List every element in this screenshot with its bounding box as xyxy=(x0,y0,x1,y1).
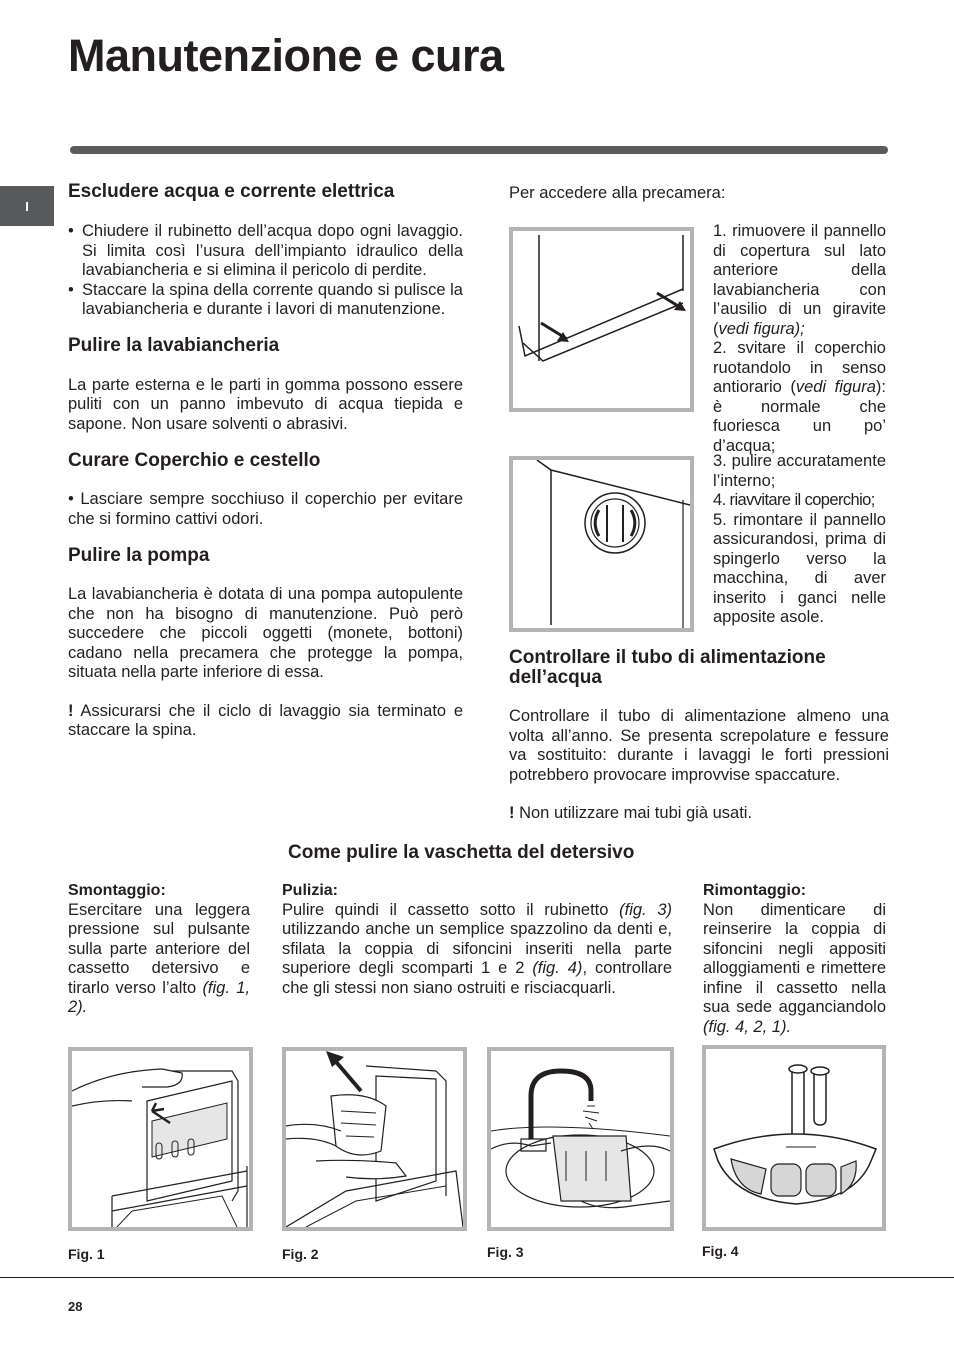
step-1-fig-ref: vedi figura); xyxy=(718,319,805,338)
language-tab: I xyxy=(0,186,54,226)
footer-divider xyxy=(0,1277,954,1278)
section-heading-vaschetta: Come pulire la vaschetta del detersivo xyxy=(288,842,635,863)
pulizia-block xyxy=(282,881,672,998)
pulizia-body-a: Pulire quindi il cassetto sotto il rubinetto xyxy=(282,900,620,919)
fig-4-illustration xyxy=(706,1049,882,1227)
figure-2 xyxy=(282,1047,467,1231)
warning-tubo xyxy=(509,804,889,824)
steps-3-5 xyxy=(713,452,886,628)
section-text-pulire-lavabiancheria: La parte esterna e le parti in gomma possono essere puliti con un panno imbevuto di acqua tiepida e sapone. Non usare solventi o abrasivi. xyxy=(68,375,463,433)
page-title: Manutenzione e cura xyxy=(68,30,504,81)
rimontaggio-text xyxy=(703,901,886,1038)
warning-mark: ! xyxy=(509,804,515,822)
section-heading-coperchio: Curare Coperchio e cestello xyxy=(68,450,321,471)
step-2-fig-ref: vedi figura xyxy=(795,378,876,396)
step-1-text: 1. rimuovere il pannello di copertura sul lato anteriore della lavabiancheria con l’ausilio di un giravite ( xyxy=(713,222,886,338)
smontaggio-text xyxy=(68,901,250,1018)
fig-1-illustration xyxy=(72,1051,249,1227)
step-1 xyxy=(713,222,886,339)
rimontaggio-body: Non dimenticare di reinserire la coppia di sifoncini negli appositi alloggiamenti e rimettere infine il cassetto nella sua sede agganciandolo xyxy=(703,900,886,1016)
smontaggio-body: Esercitare una leggera pressione sul pulsante sulla parte anteriore del cassetto detersivo e tirarlo verso l’alto xyxy=(68,900,250,997)
left-column xyxy=(68,182,463,741)
pulizia-fig-ref-1: (fig. 3) xyxy=(619,900,673,919)
figure-4 xyxy=(702,1045,886,1231)
section-heading-pompa: Pulire la pompa xyxy=(68,545,210,566)
warning-mark: ! xyxy=(68,701,74,720)
warning-pompa xyxy=(68,702,463,741)
figure-1 xyxy=(68,1047,253,1231)
fig-1-label: Fig. 1 xyxy=(68,1246,105,1262)
step-2-text-end: ): è normale che fuoriesca un po’ d’acqua; xyxy=(713,378,886,455)
section-text-coperchio: • Lasciare sempre socchiuso il coperchio per evitare che si formino cattivi odori. xyxy=(68,490,463,528)
warning-text: Assicurarsi che il ciclo di lavaggio sia terminato e staccare la spina. xyxy=(68,701,463,739)
figure-3 xyxy=(487,1047,674,1231)
fig-3-label: Fig. 3 xyxy=(487,1244,524,1260)
warning-text: Non utilizzare mai tubi già usati. xyxy=(519,804,753,822)
pulizia-text xyxy=(282,901,672,999)
step-5: 5. rimontare il pannello assicurandosi, prima di spingerlo verso la macchina, di aver inserito i ganci nelle apposite asole. xyxy=(713,510,886,626)
fig-3-illustration xyxy=(491,1051,670,1227)
pulizia-body-c: , controllare che gli stessi non siano ostruiti e risciacquarli. xyxy=(282,959,672,997)
pulizia-heading: Pulizia: xyxy=(282,882,339,899)
bullet-spina xyxy=(68,281,463,320)
fig-4-label: Fig. 4 xyxy=(702,1243,739,1259)
rimontaggio-block xyxy=(703,881,886,1037)
section-text-tubo: Controllare il tubo di alimentazione almeno una volta all’anno. Se presenta screpolature e fessure va sostituito: durante i lavaggi le forti pressioni potrebbero provocare improvvise spaccature. xyxy=(509,707,889,784)
panel-removal-illustration xyxy=(513,231,690,408)
right-intro xyxy=(509,184,889,204)
bullet-text: Staccare la spina della corrente quando si pulisce la lavabiancheria e durante i lavori di manutenzione. xyxy=(82,280,463,318)
section-heading-pulire-lavabiancheria: Pulire la lavabiancheria xyxy=(68,334,280,356)
precamera-intro: Per accedere alla precamera: xyxy=(509,184,726,202)
fig-2-label: Fig. 2 xyxy=(282,1246,319,1262)
pulizia-fig-ref-2: (fig. 4) xyxy=(532,959,583,977)
step-3: 3. pulire accuratamente l’interno; xyxy=(713,452,886,490)
section-heading-tubo: Controllare il tubo di alimentazione dell’acqua xyxy=(509,647,826,688)
page-number: 28 xyxy=(68,1299,83,1314)
step-2 xyxy=(713,339,886,456)
smontaggio-block xyxy=(68,881,250,1018)
section-heading-escludere: Escludere acqua e corrente elettrica xyxy=(68,181,395,202)
bullet-rubinetto xyxy=(68,222,463,281)
rimontaggio-heading: Rimontaggio: xyxy=(703,882,807,899)
pulizia-body-b: utilizzando anche un semplice spazzolino da denti e, sfilata la coppia di sifoncini inseriti nella parte superiore degli scomparti 1 e 2 xyxy=(282,920,672,977)
rimontaggio-fig-ref: (fig. 4, 2, 1). xyxy=(703,1017,792,1036)
cap-unscrew-figure xyxy=(509,456,694,632)
cap-unscrew-illustration xyxy=(513,460,690,628)
smontaggio-fig-ref: (fig. 1, 2). xyxy=(68,978,250,1016)
section-text-pompa: La lavabiancheria è dotata di una pompa autopulente che non ha bisogno di manutenzione. Può però succedere che piccoli oggetti (monete, bottoni) cadano nella precamera che protegge la pompa, situata nella parte inferiore di essa. xyxy=(68,585,463,681)
tube-section xyxy=(509,648,889,824)
step-4: 4. riavvitare il coperchio; xyxy=(713,491,875,509)
bullet-text: Chiudere il rubinetto dell’acqua dopo ogni lavaggio. Si limita così l’usura dell’impianto idraulico della lavabiancheria e si elimina il pericolo di perdite. xyxy=(82,222,463,279)
title-divider xyxy=(70,146,888,154)
fig-2-illustration xyxy=(286,1051,463,1227)
panel-removal-figure xyxy=(509,227,694,412)
smontaggio-heading: Smontaggio: xyxy=(68,882,166,899)
steps-1-2 xyxy=(713,222,886,456)
step-2-text: 2. svitare il coperchio ruotandolo in senso antiorario ( xyxy=(713,339,886,396)
